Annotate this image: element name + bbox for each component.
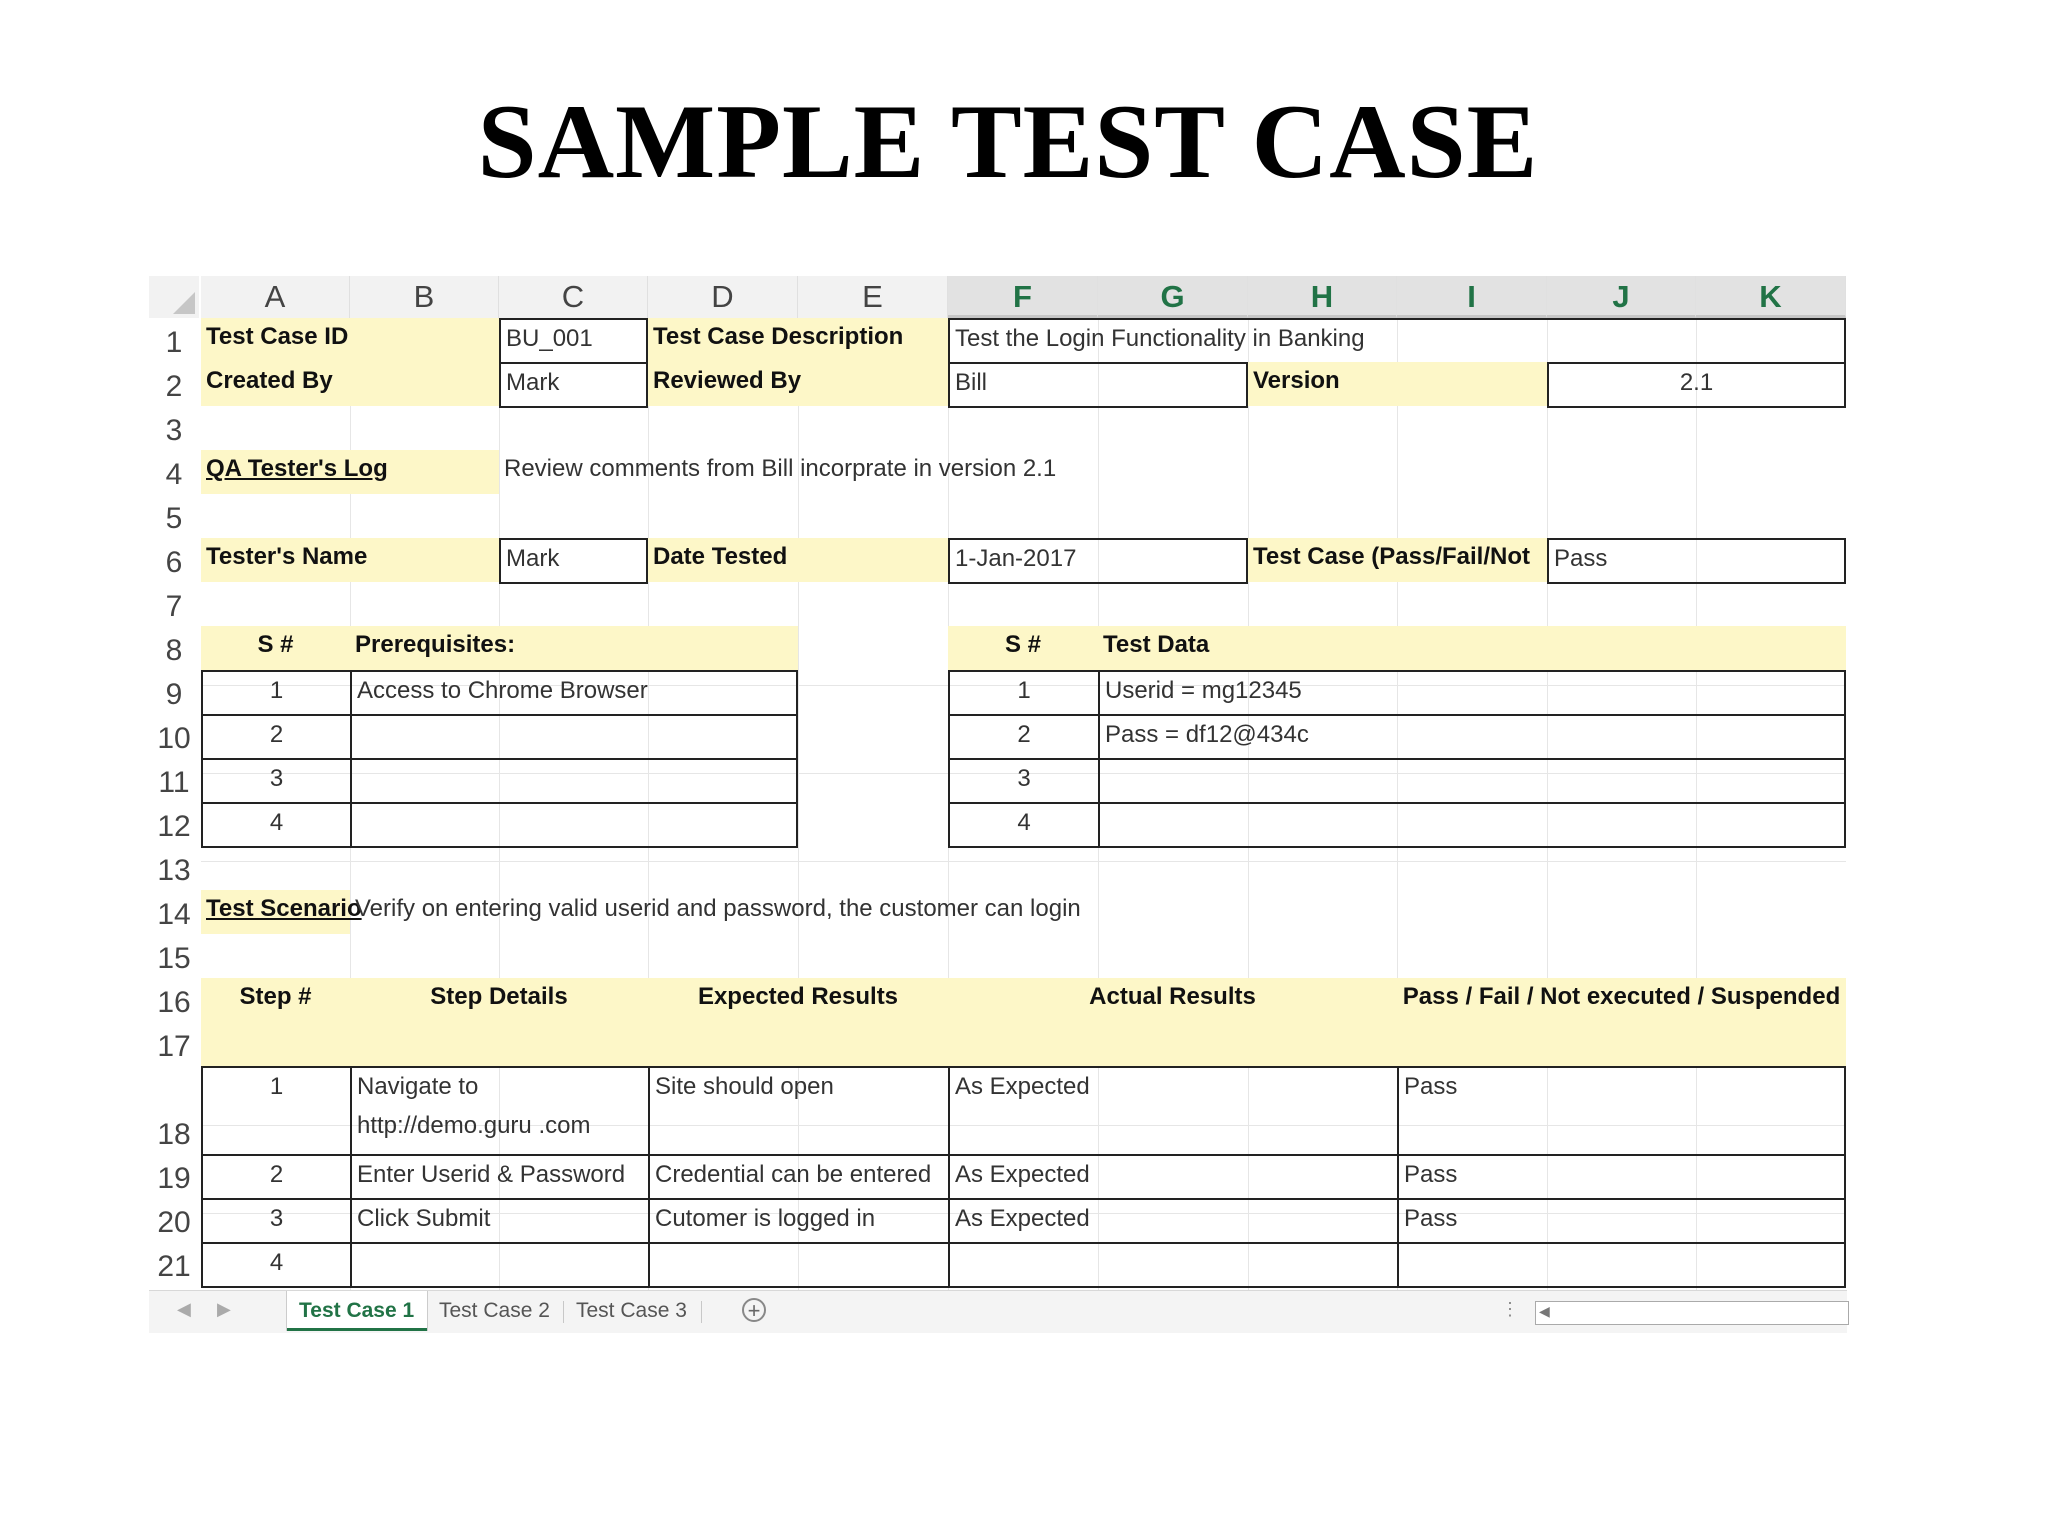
- tester-name-value[interactable]: Mark: [499, 538, 648, 584]
- reviewed-by-label[interactable]: Reviewed By: [648, 362, 948, 406]
- version-value[interactable]: 2.1: [1547, 362, 1846, 408]
- row-header-12[interactable]: 12: [149, 802, 199, 846]
- test-data-sn[interactable]: 1: [948, 670, 1100, 716]
- actual-result-cell[interactable]: [948, 1242, 1399, 1288]
- test-data-text[interactable]: [1098, 802, 1846, 848]
- created-by-label[interactable]: Created By: [201, 362, 499, 406]
- test-data-sn[interactable]: 2: [948, 714, 1100, 760]
- description-label[interactable]: Test Case Description: [648, 318, 948, 362]
- reviewed-by-value[interactable]: Bill: [948, 362, 1248, 408]
- row-header-10[interactable]: 10: [149, 714, 199, 758]
- row-header-14[interactable]: 14: [149, 890, 199, 934]
- status-cell[interactable]: [1397, 1242, 1846, 1288]
- scenario-label[interactable]: Test Scenario: [201, 890, 350, 934]
- actual-result-cell[interactable]: As Expected: [948, 1198, 1399, 1244]
- select-all-corner[interactable]: [149, 276, 199, 318]
- horizontal-scrollbar[interactable]: [1535, 1301, 1849, 1325]
- tab-scroll-right-icon[interactable]: ▶: [217, 1299, 231, 1319]
- expected-result-cell[interactable]: Site should open: [648, 1066, 950, 1156]
- column-header-g[interactable]: G: [1098, 276, 1248, 318]
- column-header-f[interactable]: F: [948, 276, 1098, 318]
- prereq-sn-header[interactable]: S #: [201, 626, 350, 670]
- step-number-header[interactable]: Step #: [201, 978, 350, 1066]
- test-data-text[interactable]: [1098, 758, 1846, 804]
- created-by-value[interactable]: Mark: [499, 362, 648, 408]
- row-header-8[interactable]: 8: [149, 626, 199, 670]
- row-header-1[interactable]: 1: [149, 318, 199, 362]
- result-label[interactable]: Test Case (Pass/Fail/Not: [1248, 538, 1547, 582]
- scroll-left-icon[interactable]: ◀: [1539, 1303, 1550, 1319]
- prereq-text[interactable]: [350, 758, 798, 804]
- column-header-d[interactable]: D: [648, 276, 798, 318]
- prereq-sn[interactable]: 2: [201, 714, 352, 760]
- row-header-21[interactable]: 21: [149, 1242, 199, 1286]
- column-header-a[interactable]: A: [201, 276, 350, 318]
- prereq-text[interactable]: [350, 802, 798, 848]
- sheet-tab-1[interactable]: Test Case 1: [287, 1291, 427, 1331]
- prereq-text[interactable]: Access to Chrome Browser: [350, 670, 798, 716]
- expected-result-cell[interactable]: [648, 1242, 950, 1288]
- qa-log-label[interactable]: QA Tester's Log: [201, 450, 499, 494]
- actual-result-cell[interactable]: As Expected: [948, 1066, 1399, 1156]
- row-header-2[interactable]: 2: [149, 362, 199, 406]
- row-header-7[interactable]: 7: [149, 582, 199, 626]
- column-header-c[interactable]: C: [499, 276, 648, 318]
- status-cell[interactable]: Pass: [1397, 1154, 1846, 1200]
- tab-separator: [701, 1301, 702, 1323]
- row-header-5[interactable]: 5: [149, 494, 199, 538]
- test-data-sn[interactable]: 3: [948, 758, 1100, 804]
- date-tested-value[interactable]: 1-Jan-2017: [948, 538, 1248, 584]
- slide-title: SAMPLE TEST CASE: [477, 83, 1539, 200]
- test-data-sn-header[interactable]: S #: [948, 626, 1098, 670]
- row-header-18[interactable]: 18: [149, 1066, 199, 1154]
- row-header-19[interactable]: 19: [149, 1154, 199, 1198]
- column-header-i[interactable]: I: [1397, 276, 1547, 318]
- row-header-13[interactable]: 13: [149, 846, 199, 890]
- result-value[interactable]: Pass: [1547, 538, 1846, 584]
- actual-result-cell[interactable]: As Expected: [948, 1154, 1399, 1200]
- column-header-e[interactable]: E: [798, 276, 948, 318]
- step-details-line: Navigate to: [357, 1073, 479, 1100]
- step-details-cell[interactable]: [350, 1066, 650, 1156]
- step-number-cell[interactable]: 2: [201, 1154, 352, 1200]
- test-data-title[interactable]: Test Data: [1098, 626, 1846, 670]
- test-case-id-label[interactable]: Test Case ID: [201, 318, 499, 362]
- test-data-sn[interactable]: 4: [948, 802, 1100, 848]
- version-label[interactable]: Version: [1248, 362, 1547, 406]
- test-case-id-value[interactable]: BU_001: [499, 318, 648, 364]
- sheet-tab-3[interactable]: Test Case 3: [576, 1299, 687, 1322]
- column-header-j[interactable]: J: [1547, 276, 1696, 318]
- description-value[interactable]: Test the Login Functionality in Banking: [948, 318, 1846, 364]
- column-header-b[interactable]: B: [350, 276, 499, 318]
- step-number-cell[interactable]: 4: [201, 1242, 352, 1288]
- row-header-6[interactable]: 6: [149, 538, 199, 582]
- qa-log-value[interactable]: Review comments from Bill incorprate in version 2.1: [504, 455, 1057, 482]
- tester-name-label[interactable]: Tester's Name: [201, 538, 499, 582]
- row-header-11[interactable]: 11: [149, 758, 199, 802]
- column-header-k[interactable]: K: [1696, 276, 1846, 318]
- tab-scroll-left-icon[interactable]: ◀: [177, 1299, 191, 1319]
- row-header-15[interactable]: 15: [149, 934, 199, 978]
- step-details-cell[interactable]: Enter Userid & Password: [350, 1154, 650, 1200]
- step-details-cell[interactable]: Click Submit: [350, 1198, 650, 1244]
- expected-result-cell[interactable]: Credential can be entered: [648, 1154, 950, 1200]
- step-number-cell[interactable]: 1: [201, 1066, 352, 1156]
- row-header-9[interactable]: 9: [149, 670, 199, 714]
- sheet-tab-2[interactable]: Test Case 2: [439, 1299, 550, 1322]
- prereq-sn[interactable]: 1: [201, 670, 352, 716]
- add-sheet-icon[interactable]: +: [742, 1298, 766, 1322]
- test-data-text[interactable]: Pass = df12@434c: [1098, 714, 1846, 760]
- row-header-4[interactable]: 4: [149, 450, 199, 494]
- step-number-cell[interactable]: 3: [201, 1198, 352, 1244]
- row-header-3[interactable]: 3: [149, 406, 199, 450]
- sheet-tab-bar: [149, 1290, 1847, 1333]
- step-details-cell[interactable]: [350, 1242, 650, 1288]
- step-details-url: http://demo.guru .com: [357, 1112, 591, 1139]
- expected-results-header[interactable]: Expected Results: [648, 978, 948, 1066]
- status-cell[interactable]: Pass: [1397, 1066, 1846, 1156]
- scenario-text[interactable]: Verify on entering valid userid and password, the customer can login: [355, 895, 1081, 922]
- column-header-h[interactable]: H: [1248, 276, 1397, 318]
- row-header-17[interactable]: 17: [149, 1022, 199, 1066]
- actual-results-header[interactable]: Actual Results: [948, 978, 1397, 1066]
- gridline: [201, 861, 1846, 862]
- expected-result-cell[interactable]: Cutomer is logged in: [648, 1198, 950, 1244]
- step-details-header[interactable]: Step Details: [350, 978, 648, 1066]
- row-header-16[interactable]: 16: [149, 978, 199, 1022]
- prereq-sn[interactable]: 4: [201, 802, 352, 848]
- test-data-text[interactable]: Userid = mg12345: [1098, 670, 1846, 716]
- row-header-20[interactable]: 20: [149, 1198, 199, 1242]
- prereq-title[interactable]: Prerequisites:: [350, 626, 798, 670]
- prereq-text[interactable]: [350, 714, 798, 760]
- split-handle-icon[interactable]: ⋮: [1501, 1299, 1519, 1319]
- prereq-sn[interactable]: 3: [201, 758, 352, 804]
- date-tested-label[interactable]: Date Tested: [648, 538, 948, 582]
- status-cell[interactable]: Pass: [1397, 1198, 1846, 1244]
- status-header[interactable]: Pass / Fail / Not executed / Suspended: [1397, 978, 1846, 1066]
